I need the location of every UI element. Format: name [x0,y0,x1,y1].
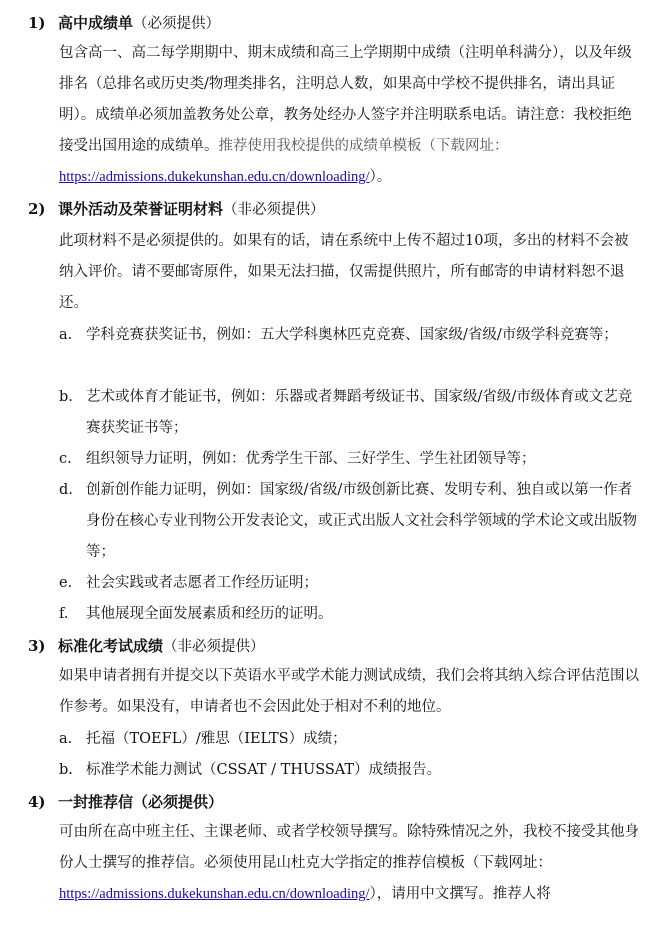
list-item-label: c. [59,451,72,467]
section-2-text-b: 项，多出的材料不会被纳入评价。请不要邮寄原件，如果无法扫描，仅需提供照片，所有邮寄的申请材料恕不退还。 [59,233,629,311]
section-1-note: （必须提供） [133,16,221,32]
section-1-heading [28,12,220,33]
section-4-title: 一封推荐信（必须提供） [58,793,224,811]
list-item-text: 组织领导力证明，例如：优秀学生干部、三好学生、学生社团领导等； [86,451,536,467]
section-1-title: 高中成绩单 [58,14,134,32]
section-4-text-end: ），请用中文撰写。推荐人将 [369,886,551,902]
list-item-text: 创新创作能力证明，例如：国家级/省级/市级创新比赛、发明专利、独自或以第一作者身份在核心专业刊物公开发表论文，或正式出版人文社会科学领域的学术论文或出版物等； [86,482,637,560]
section-2-text-a: 此项材料不是必须提供的。如果有的话，请在系统中上传不超过 [59,233,465,249]
section-1-text: 包含高一、高二每学期期中、期末成绩和高三上学期期中成绩（注明单科满分），以及年级排名（总排名或历史类/物理类排名，注明总人数，如果高中学校不提供排名，请出具证明）。成绩单必须加盖教务处公章，教务处经办人签字并注明联系电话。请注意：我校拒绝接受出国用途的成绩单。 [59,45,632,154]
list-item-text: 其他展现全面发展素质和经历的证明。 [86,606,333,622]
section-2-heading [28,198,325,219]
list-item-label: f. [59,606,69,622]
list-item-label: b. [59,389,73,405]
section-4-paragraph [59,817,639,910]
section-3-note: （非必须提供） [163,639,265,655]
section-2-title: 课外活动及荣誉证明材料 [58,200,224,218]
section-1-paragraph [59,38,639,193]
section-2-number: 2) [28,200,46,218]
section-2-paragraph [59,226,639,319]
section-3-heading [28,635,265,656]
list-item-text: 社会实践或者志愿者工作经历证明； [86,575,318,591]
section-3-number: 3) [28,637,46,655]
list-item-text: 托福（TOEFL）/雅思（IELTS）成绩； [86,731,347,747]
list-item-label: b. [59,762,73,778]
section-3-paragraph [59,661,639,723]
section-1-template-note: 推荐使用我校提供的成绩单模板 [218,138,422,154]
section-1-download-link[interactable]: https://admissions.dukekunshan.edu.cn/downloading/ [59,169,370,185]
list-item-label: e. [59,575,73,591]
section-2-count: 10 [465,233,484,249]
list-item-label: a. [59,327,73,343]
section-3-title: 标准化考试成绩 [58,637,164,655]
section-4-download-link[interactable]: https://admissions.dukekunshan.edu.cn/downloading/ [59,886,370,902]
section-2-note: （非必须提供） [223,202,325,218]
section-4-text: 可由所在高中班主任、主课老师、或者学校领导撰写。除特殊情况之外，我校不接受其他身份人士撰写的推荐信。必须使用昆山杜克大学指定的推荐信模板（下载网址： [59,824,639,871]
section-1-number: 1) [28,14,46,32]
list-item-text: 学科竞赛获奖证书，例如：五大学科奥林匹克竞赛、国家级/省级/市级学科竞赛等； [86,327,618,343]
section-4-heading [28,791,223,812]
section-3-text: 如果申请者拥有并提交以下英语水平或学术能力测试成绩，我们会将其纳入综合评估范围以作参考。如果没有，申请者也不会因此处于相对不利的地位。 [59,668,639,715]
list-item-label: a. [59,731,73,747]
section-1-download-prefix: （下载网址： [421,138,509,154]
section-4-number: 4) [28,793,46,811]
list-item-text: 标准学术能力测试（CSSAT / THUSSAT）成绩报告。 [86,762,442,778]
section-1-download-suffix: ）。 [369,169,392,185]
list-item-label: d. [59,482,73,498]
list-item-text: 艺术或体育才能证书，例如：乐器或者舞蹈考级证书、国家级/省级/市级体育或文艺竞赛获奖证书等； [86,389,633,436]
